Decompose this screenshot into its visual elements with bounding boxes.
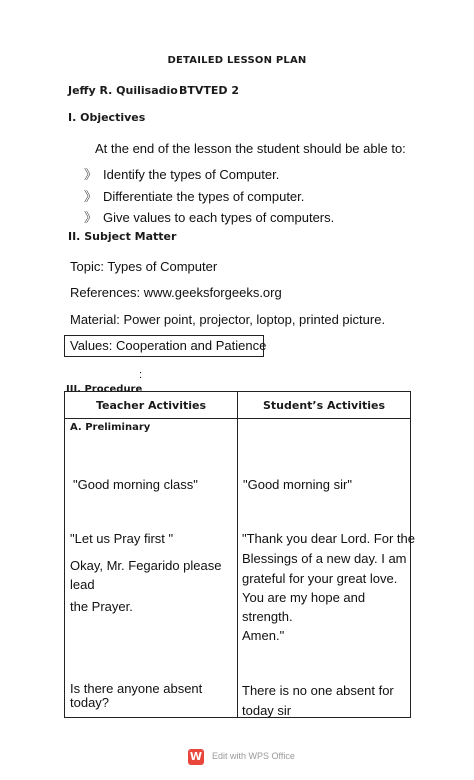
teacher-activities-cell — [65, 419, 238, 718]
document-title: DETAILED LESSON PLAN — [167, 55, 307, 66]
student-line: Blessings of a new day. I am — [242, 551, 407, 566]
wps-watermark-text: Edit with WPS Office — [212, 751, 295, 761]
wps-logo-icon: W — [189, 750, 203, 763]
student-line: Amen." — [242, 628, 285, 643]
course-code: BTVTED 2 — [179, 84, 240, 97]
bullet-mark-icon: 》 — [84, 189, 98, 204]
objectives-heading: I. Objectives — [68, 111, 146, 124]
student-line: grateful for your great love. — [242, 571, 398, 586]
student-activities-header: Student’s Activities — [238, 392, 411, 419]
student-line: You are my hope and — [242, 590, 366, 605]
objective-item — [84, 164, 279, 183]
objective-text: Identify the types of Computer. — [103, 167, 280, 182]
material-line: Material: Power point, projector, loptop, printed picture. — [70, 312, 386, 327]
teacher-activities-header: Teacher Activities — [65, 392, 238, 419]
references-line: References: www.geeksforgeeks.org — [70, 285, 282, 300]
teacher-line: "Let us Pray first " — [70, 531, 174, 546]
student-line: There is no one absent for — [242, 683, 394, 698]
objective-item — [84, 186, 304, 205]
objectives-intro: At the end of the lesson the student should be able to: — [95, 141, 406, 156]
student-line: strength. — [242, 609, 293, 624]
author-name: Jeffy R. Quilisadio — [68, 84, 178, 97]
student-line: "Thank you dear Lord. For the — [242, 531, 415, 546]
procedure-heading: III. Procedure — [66, 384, 143, 395]
objective-text: Differentiate the types of computer. — [103, 189, 305, 204]
student-activities-cell — [238, 419, 415, 718]
objective-item — [84, 207, 334, 226]
bullet-mark-icon: 》 — [84, 167, 98, 182]
teacher-line: "Good morning class" — [73, 477, 198, 492]
student-line: "Good morning sir" — [243, 477, 352, 492]
subject-matter-heading: II. Subject Matter — [68, 230, 177, 243]
student-line: today sir — [242, 703, 292, 718]
objective-text: Give values to each types of computers. — [103, 210, 335, 225]
teacher-line: Is there anyone absent — [70, 681, 203, 696]
teacher-line: lead — [70, 577, 95, 592]
bullet-mark-icon: 》 — [84, 210, 98, 225]
colon-mark: : — [139, 369, 143, 381]
teacher-line: Okay, Mr. Fegarido please — [70, 558, 222, 573]
values-box: Values: Cooperation and Patience — [64, 335, 264, 357]
preliminary-heading: A. Preliminary — [70, 422, 151, 433]
topic-line: Topic: Types of Computer — [70, 259, 218, 274]
teacher-line: the Prayer. — [70, 599, 133, 614]
activities-table — [64, 391, 415, 718]
teacher-line: today? — [70, 695, 110, 710]
